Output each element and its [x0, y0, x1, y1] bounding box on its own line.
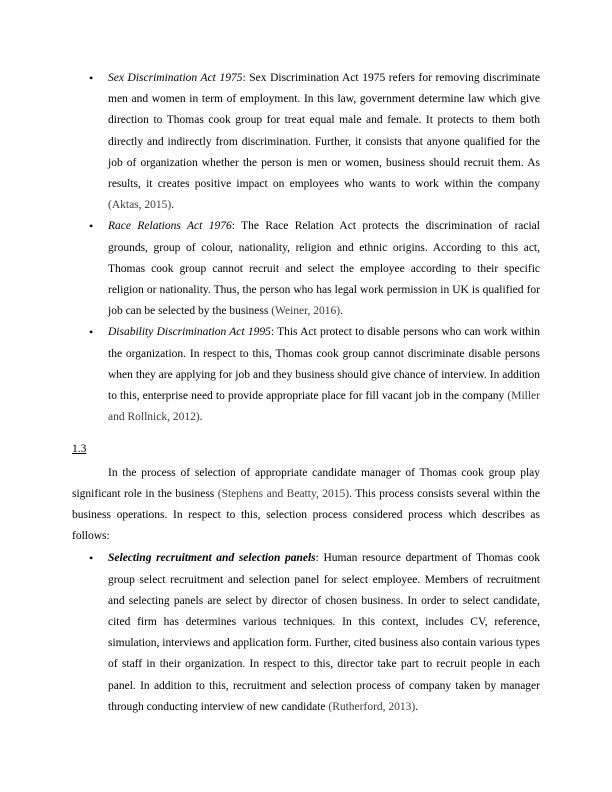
list-item-end: .: [415, 700, 419, 713]
list-item-recruitment-panels: [89, 548, 540, 718]
bullet-icon: •: [89, 325, 94, 340]
paragraph-text-continued: . This process consists several within the business operations. In respect to this, selection process considered process which describes as follows:: [72, 487, 540, 543]
bullet-icon: •: [89, 71, 94, 85]
list-item-race-relations-act: [89, 216, 540, 322]
section-paragraph: [72, 463, 540, 548]
list-item-end: .: [199, 411, 203, 424]
bullet-icon: •: [89, 551, 94, 566]
list-item-term: Disability Discrimination Act 1995: [108, 326, 271, 339]
section-heading: 1.3: [72, 443, 87, 456]
bullet-icon: •: [89, 219, 94, 234]
list-item-end: .: [340, 305, 343, 318]
citation: (Rutherford, 2013): [328, 700, 416, 713]
list-item-text: : This Act protect to disable persons who can work within the organization. In respect to this, Thomas cook group cannot discriminate disable persons when they are applying for job and they business should give chance of interview. In addition to this, enterprise need to provide appropriate place for fill vacant job in the company: [108, 326, 540, 403]
paragraph-text: In the process of selection of appropriate candidate manager of Thomas cook group play significant role in the business: [72, 466, 540, 500]
selection-process-list: [72, 548, 540, 718]
document-body: [72, 68, 540, 718]
citation: (Weiner, 2016): [271, 305, 341, 318]
list-item-text: : Human resource department of Thomas cook group select recruitment and selection panel for select employee. Members of recruitment and selecting panels are select by director of chosen business. In order to select candidate, cited firm has determines various techniques. In this context, includes CV, reference, simulation, interviews and application form. Further, cited business also contain various types of staff in their organization. In respect to this, director take part to recruit people in each panel. In addition to this, recruitment and selection process of company taken by manager through conducting interview of new candidate: [108, 552, 540, 713]
list-item-term: Sex Discrimination Act 1975: [108, 72, 243, 84]
citation: (Aktas, 2015): [108, 199, 172, 212]
list-item-disability-discrimination-act: [89, 322, 540, 428]
list-item-sex-discrimination-act: [89, 68, 541, 216]
list-item-term: Selecting recruitment and selection panels: [108, 552, 316, 565]
citation: (Miller and Rollnick, 2012): [108, 390, 540, 424]
list-item-text: : The Race Relation Act protects the discrimination of racial grounds, group of colour, nationality, religion and ethnic origins. According to this act, Thomas cook group cannot recruit and select the employee according to their specific religion or nationality. Thus, the person who has legal work permission in UK is qualified for job can be selected by the business: [108, 220, 540, 318]
list-item-term: Race Relations Act 1976: [108, 220, 232, 233]
citation: (Stephens and Beatty, 2015): [217, 487, 350, 500]
list-item-text: : Sex Discrimination Act 1975 refers for removing discriminate men and women in term of employment. In this law, government determine law which give direction to Thomas cook group for treat equal male and female. It protects to them both directly and indirectly from discrimination. Further, it consists that anyone qualified for the job of organization whether the person is men or women, business should recruit them. As results, it creates positive impact on employees who wants to work within the company: [108, 72, 541, 191]
legislation-list: [72, 68, 540, 428]
list-item-end: .: [171, 199, 175, 212]
